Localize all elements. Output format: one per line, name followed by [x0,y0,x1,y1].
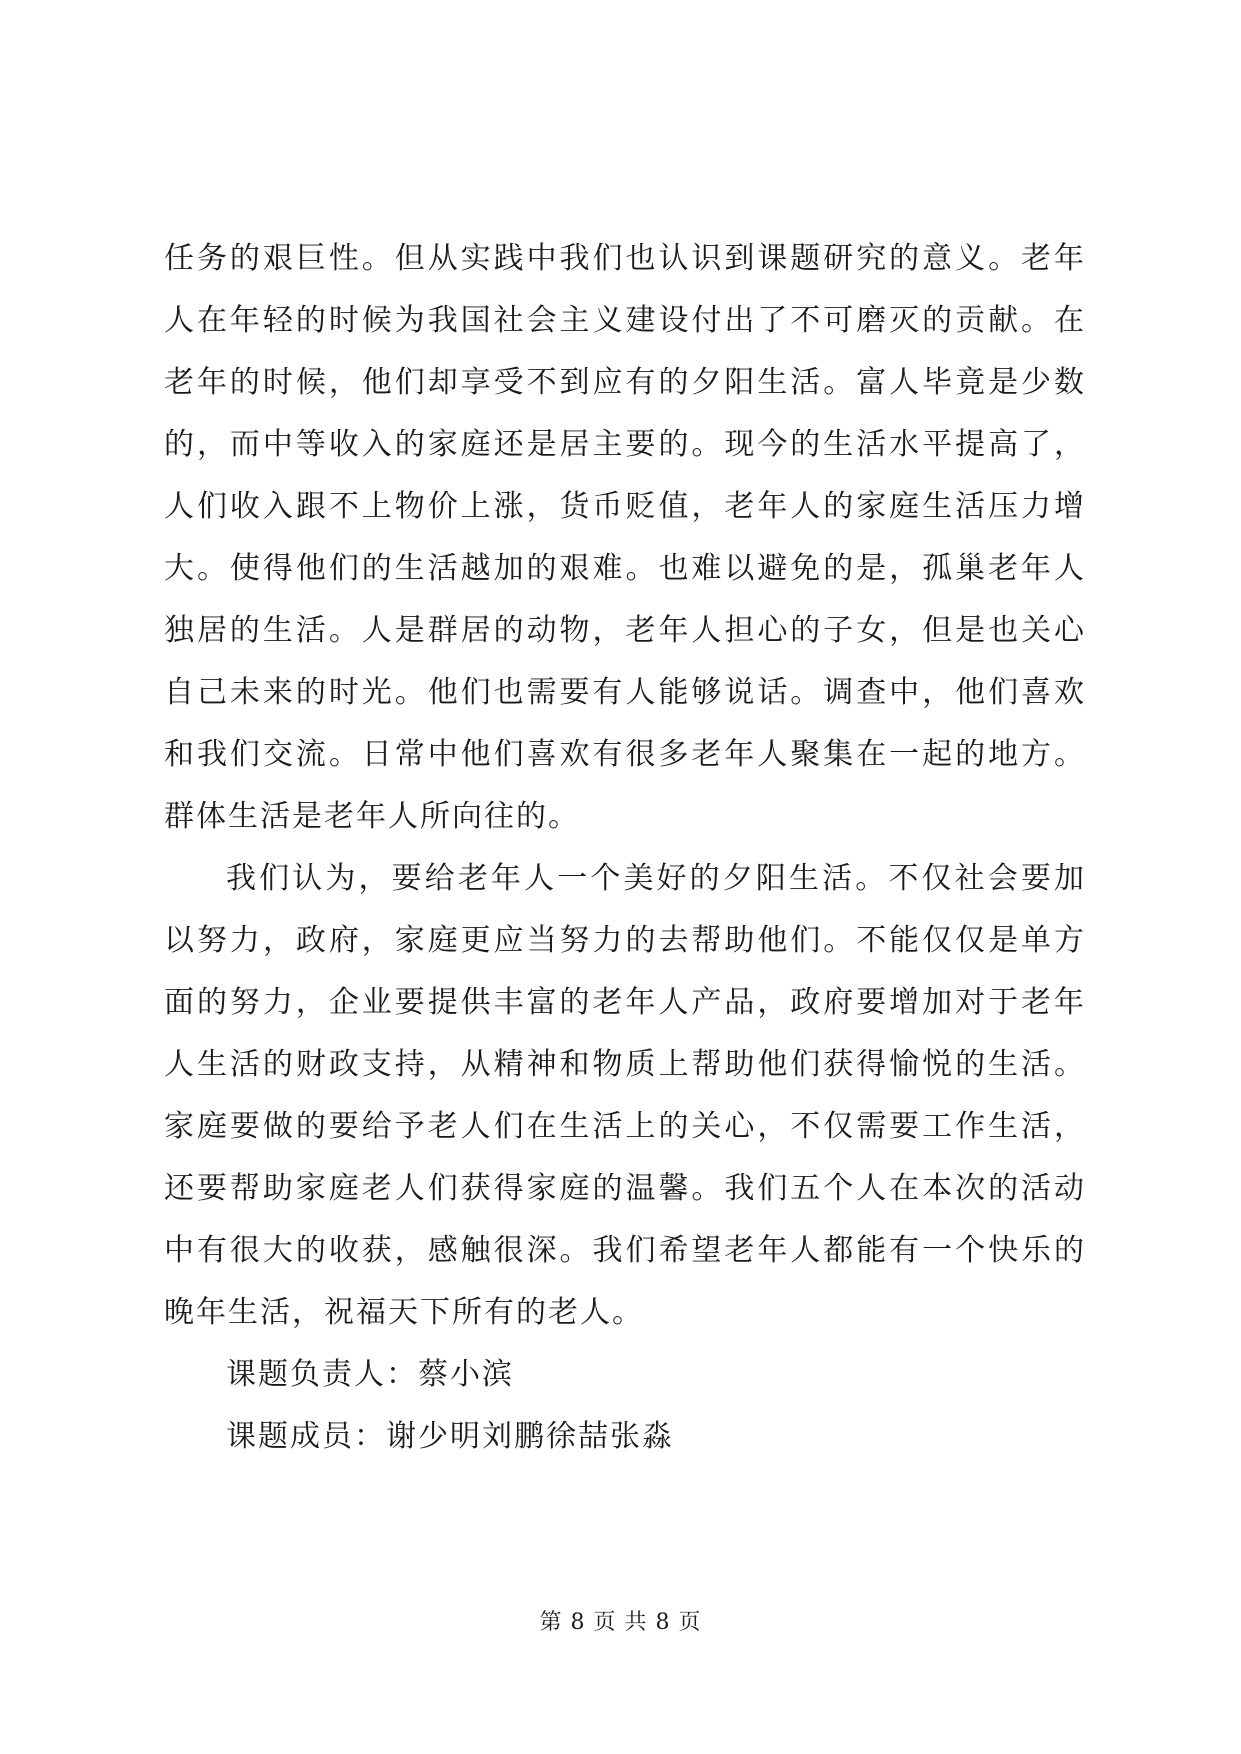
text-line: 面的努力，企业要提供丰富的老年人产品，政府要增加对于老年 [164,985,1084,1020]
text-line: 老年的时候，他们却享受不到应有的夕阳生活。富人毕竟是少数 [164,365,1084,400]
text-line: 和我们交流。日常中他们喜欢有很多老年人聚集在一起的地方。 [164,737,1084,772]
text-line: 人们收入跟不上物价上涨，货币贬值，老年人的家庭生活压力增 [164,489,1084,524]
text-line: 大。使得他们的生活越加的艰难。也难以避免的是，孤巢老年人 [164,551,1084,586]
text-line: 晚年生活，祝福天下所有的老人。 [164,1295,644,1330]
page-footer: 第 8 页 共 8 页 [539,1610,702,1635]
paragraph-1 [164,228,1084,848]
text-line: 人在年轻的时候为我国社会主义建设付出了不可磨灭的贡献。在 [164,303,1084,338]
text-line: 我们认为，要给老年人一个美好的夕阳生活。不仅社会要加 [226,861,1084,896]
project-members: 课题成员：谢少明刘鹏徐喆张淼 [226,1419,674,1454]
text-line: 独居的生活。人是群居的动物，老年人担心的子女，但是也关心 [164,613,1084,648]
text-line: 群体生活是老年人所向往的。 [164,799,580,834]
text-line: 人生活的财政支持，从精神和物质上帮助他们获得愉悦的生活。 [164,1047,1084,1082]
text-line: 以努力，政府，家庭更应当努力的去帮助他们。不能仅仅是单方 [164,923,1084,958]
text-line: 还要帮助家庭老人们获得家庭的温馨。我们五个人在本次的活动 [164,1171,1084,1206]
project-leader: 课题负责人：蔡小滨 [226,1357,514,1392]
text-line: 家庭要做的要给予老人们在生活上的关心，不仅需要工作生活， [164,1109,1084,1144]
paragraph-2 [164,848,1084,1344]
text-line: 的，而中等收入的家庭还是居主要的。现今的生活水平提高了， [164,427,1084,462]
text-line: 自己未来的时光。他们也需要有人能够说话。调查中，他们喜欢 [164,675,1084,710]
text-line: 中有很大的收获，感触很深。我们希望老年人都能有一个快乐的 [164,1233,1084,1268]
document-body [164,228,1084,1468]
text-line: 任务的艰巨性。但从实践中我们也认识到课题研究的意义。老年 [164,241,1084,276]
